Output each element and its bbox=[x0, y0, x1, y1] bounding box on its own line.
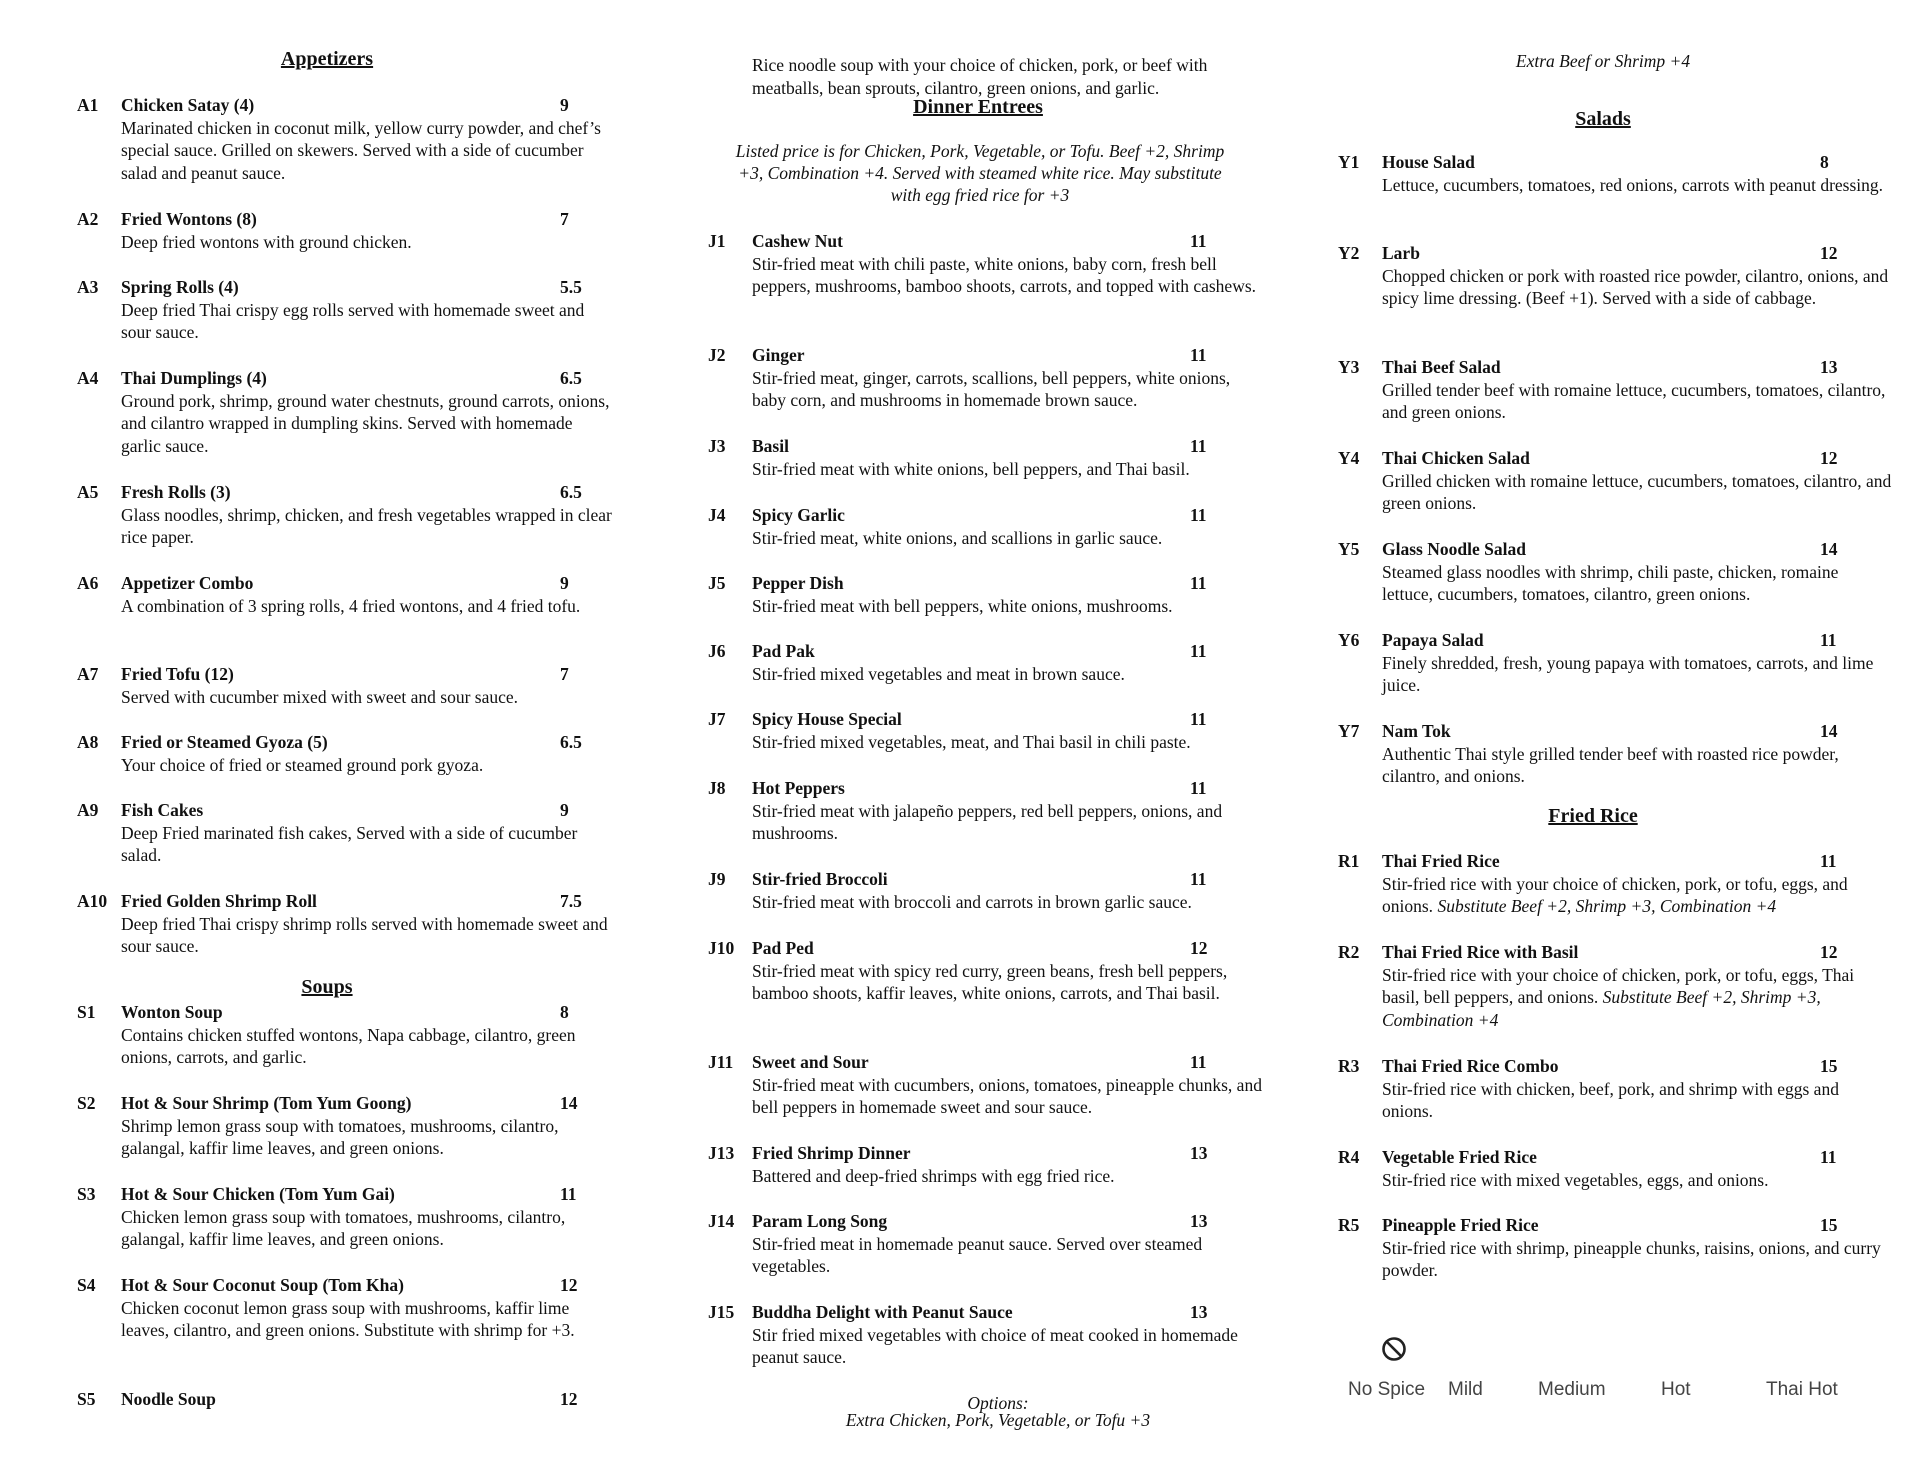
item-description: Your choice of fried or steamed ground pork gyoza. bbox=[121, 754, 484, 775]
item-code: A2 bbox=[77, 209, 99, 229]
item-price: 5.5 bbox=[560, 277, 582, 297]
item-code: J11 bbox=[708, 1052, 734, 1072]
item-price: 12 bbox=[1820, 942, 1838, 962]
item-name: Hot Peppers bbox=[752, 778, 845, 798]
item-price: 14 bbox=[560, 1093, 578, 1113]
item-substitution-note: Substitute Beef +2, Shrimp +3, Combination +4 bbox=[1382, 987, 1821, 1030]
spice-level-medium: Medium bbox=[1538, 1379, 1606, 1400]
item-price: 11 bbox=[1190, 573, 1207, 593]
item-name: Pad Ped bbox=[752, 938, 814, 958]
item-name: Buddha Delight with Peanut Sauce bbox=[752, 1302, 1013, 1322]
item-price: 14 bbox=[1820, 721, 1838, 741]
item-code: A7 bbox=[77, 664, 99, 684]
item-price: 7.5 bbox=[560, 891, 582, 911]
item-price: 11 bbox=[560, 1184, 577, 1204]
item-name: Vegetable Fried Rice bbox=[1382, 1147, 1537, 1167]
item-code: J8 bbox=[708, 778, 726, 798]
item-price: 12 bbox=[560, 1389, 578, 1409]
item-code: J3 bbox=[708, 436, 726, 456]
item-price: 11 bbox=[1190, 641, 1207, 661]
item-price: 8 bbox=[1820, 152, 1829, 172]
item-name: Pad Pak bbox=[752, 641, 815, 661]
item-code: J14 bbox=[708, 1211, 735, 1231]
item-description: Ground pork, shrimp, ground water chestnuts, ground carrots, onions, and cilantro wrapped in dumpling skins. Served with homemade garlic sauce. bbox=[121, 390, 610, 456]
item-description: Chicken lemon grass soup with tomatoes, mushrooms, cilantro, galangal, kaffir lime leaves, and green onions. bbox=[121, 1206, 566, 1249]
item-price: 13 bbox=[1820, 357, 1838, 377]
item-description: Glass noodles, shrimp, chicken, and fresh vegetables wrapped in clear rice paper. bbox=[121, 504, 612, 547]
item-description: Grilled chicken with romaine lettuce, cucumbers, tomatoes, cilantro, and green onions. bbox=[1382, 470, 1892, 513]
item-price: 12 bbox=[1820, 243, 1838, 263]
item-name: Sweet and Sour bbox=[752, 1052, 869, 1072]
item-name: Appetizer Combo bbox=[121, 573, 254, 593]
item-code: Y1 bbox=[1338, 152, 1360, 172]
item-description: Stir-fried rice with mixed vegetables, eggs, and onions. bbox=[1382, 1169, 1769, 1190]
item-price: 15 bbox=[1820, 1215, 1838, 1235]
item-code: J7 bbox=[708, 709, 726, 729]
item-code: J4 bbox=[708, 505, 726, 525]
item-name: Fried Golden Shrimp Roll bbox=[121, 891, 317, 911]
item-name: Spring Rolls (4) bbox=[121, 277, 239, 297]
item-description: Chopped chicken or pork with roasted rice powder, cilantro, onions, and spicy lime dressing. (Beef +1). Served with a side of cabbage. bbox=[1382, 265, 1889, 308]
item-code: A10 bbox=[77, 891, 108, 911]
item-substitution-note: Substitute Beef +2, Shrimp +3, Combination +4 bbox=[1437, 896, 1777, 916]
item-code: J15 bbox=[708, 1302, 735, 1322]
item-code: A3 bbox=[77, 277, 99, 297]
options-extra-chicken: Extra Chicken, Pork, Vegetable, or Tofu +3 bbox=[845, 1410, 1151, 1430]
item-description: Stir-fried meat with bell peppers, white onions, mushrooms. bbox=[752, 595, 1173, 616]
item-description: Chicken coconut lemon grass soup with mushrooms, kaffir lime leaves, cilantro, and green onions. Substitute with shrimp for +3. bbox=[121, 1297, 575, 1340]
item-code: Y3 bbox=[1338, 357, 1360, 377]
item-code: Y6 bbox=[1338, 630, 1360, 650]
item-price: 11 bbox=[1190, 778, 1207, 798]
item-description: Grilled tender beef with romaine lettuce, cucumbers, tomatoes, cilantro, and green onions. bbox=[1382, 379, 1886, 422]
item-price: 6.5 bbox=[560, 732, 582, 752]
spice-legend bbox=[1338, 1335, 1868, 1415]
item-price: 9 bbox=[560, 573, 569, 593]
item-price: 11 bbox=[1190, 869, 1207, 889]
spice-level-none: No Spice bbox=[1348, 1379, 1426, 1400]
item-description: Shrimp lemon grass soup with tomatoes, mushrooms, cilantro, galangal, kaffir lime leaves, and green onions. bbox=[121, 1115, 559, 1158]
item-code: A4 bbox=[77, 368, 99, 388]
item-name: Nam Tok bbox=[1382, 721, 1451, 741]
item-code: J13 bbox=[708, 1143, 735, 1163]
item-description: Authentic Thai style grilled tender beef with roasted rice powder, cilantro, and onions. bbox=[1382, 743, 1839, 786]
item-name: Fish Cakes bbox=[121, 800, 204, 820]
item-description: Stir-fried mixed vegetables, meat, and Thai basil in chili paste. bbox=[752, 731, 1191, 752]
item-code: Y7 bbox=[1338, 721, 1360, 741]
item-name: Spicy House Special bbox=[752, 709, 902, 729]
item-price: 6.5 bbox=[560, 368, 582, 388]
item-description: Served with cucumber mixed with sweet and sour sauce. bbox=[121, 686, 519, 707]
item-price: 11 bbox=[1190, 1052, 1207, 1072]
item-name: Ginger bbox=[752, 345, 805, 365]
item-code: J6 bbox=[708, 641, 726, 661]
item-code: Y5 bbox=[1338, 539, 1360, 559]
item-description: Stir-fried meat, white onions, and scallions in garlic sauce. bbox=[752, 527, 1163, 548]
noodle-soup-continued-description: Rice noodle soup with your choice of chicken, pork, or beef with meatballs, bean sprouts, cilantro, green onions, and garlic. bbox=[752, 55, 1208, 98]
item-price: 13 bbox=[1190, 1143, 1208, 1163]
item-name: Fresh Rolls (3) bbox=[121, 482, 231, 502]
item-price: 13 bbox=[1190, 1302, 1208, 1322]
item-name: Larb bbox=[1382, 243, 1420, 263]
item-price: 11 bbox=[1190, 345, 1207, 365]
item-price: 12 bbox=[560, 1275, 578, 1295]
entrees-price-note: Listed price is for Chicken, Pork, Vegetable, or Tofu. Beef +2, Shrimp +3, Combination +4. Served with steamed white rice. May substitute with egg fried rice for +3 bbox=[735, 141, 1225, 205]
item-description: Marinated chicken in coconut milk, yellow curry powder, and chef’s special sauce. Grilled on skewers. Served with a side of cucumber salad and peanut sauce. bbox=[121, 117, 601, 183]
item-name: Thai Chicken Salad bbox=[1382, 448, 1530, 468]
item-price: 11 bbox=[1190, 505, 1207, 525]
item-code: S4 bbox=[77, 1275, 96, 1295]
spice-level-hot: Hot bbox=[1661, 1379, 1691, 1400]
item-price: 12 bbox=[1820, 448, 1838, 468]
item-description: Deep Fried marinated fish cakes, Served with a side of cucumber salad. bbox=[121, 822, 578, 865]
item-code: R2 bbox=[1338, 942, 1360, 962]
item-name: Pineapple Fried Rice bbox=[1382, 1215, 1539, 1235]
item-code: Y4 bbox=[1338, 448, 1360, 468]
item-code: J2 bbox=[708, 345, 726, 365]
item-description bbox=[1382, 964, 1892, 1032]
item-name: Stir-fried Broccoli bbox=[752, 869, 888, 889]
options-label: Options: bbox=[967, 1393, 1029, 1413]
item-price: 14 bbox=[1820, 539, 1838, 559]
item-code: S3 bbox=[77, 1184, 96, 1204]
appetizers-title: Appetizers bbox=[280, 48, 374, 70]
item-name: Thai Dumplings (4) bbox=[121, 368, 267, 388]
item-code: S1 bbox=[77, 1002, 96, 1022]
item-price: 8 bbox=[560, 1002, 569, 1022]
item-description: Deep fried Thai crispy shrimp rolls served with homemade sweet and sour sauce. bbox=[121, 913, 608, 956]
item-name: Thai Fried Rice with Basil bbox=[1382, 942, 1579, 962]
item-name: Noodle Soup bbox=[121, 1389, 216, 1409]
item-code: A5 bbox=[77, 482, 99, 502]
item-price: 6.5 bbox=[560, 482, 582, 502]
item-description: Steamed glass noodles with shrimp, chili paste, chicken, romaine lettuce, cucumbers, tomatoes, cilantro, green onions. bbox=[1382, 561, 1839, 604]
item-description: Deep fried wontons with ground chicken. bbox=[121, 231, 412, 252]
item-code: S5 bbox=[77, 1389, 96, 1409]
item-name: Param Long Song bbox=[752, 1211, 888, 1231]
item-description: Stir-fried rice with shrimp, pineapple chunks, raisins, onions, and curry powder. bbox=[1382, 1237, 1881, 1280]
item-description: Stir-fried meat with cucumbers, onions, tomatoes, pineapple chunks, and bell peppers in homemade sweet and sour sauce. bbox=[752, 1074, 1262, 1117]
spice-level-mild: Mild bbox=[1448, 1379, 1483, 1400]
item-price: 11 bbox=[1190, 231, 1207, 251]
item-code: A8 bbox=[77, 732, 99, 752]
item-name: Thai Fried Rice bbox=[1382, 851, 1500, 871]
item-description: Stir-fried meat with chili paste, white onions, baby corn, fresh bell peppers, mushrooms, bamboo shoots, carrots, and topped with cashews. bbox=[752, 253, 1257, 296]
item-name: Hot & Sour Chicken (Tom Yum Gai) bbox=[121, 1184, 395, 1204]
item-description: Stir fried mixed vegetables with choice of meat cooked in homemade peanut sauce. bbox=[752, 1324, 1238, 1367]
item-price: 11 bbox=[1190, 436, 1207, 456]
item-code: A6 bbox=[77, 573, 99, 593]
item-price: 13 bbox=[1190, 1211, 1208, 1231]
item-description: Stir-fried meat with jalapeño peppers, red bell peppers, onions, and mushrooms. bbox=[752, 800, 1223, 843]
item-description: Contains chicken stuffed wontons, Napa cabbage, cilantro, green onions, carrots, and garlic. bbox=[121, 1024, 576, 1067]
item-name: Hot & Sour Coconut Soup (Tom Kha) bbox=[121, 1275, 404, 1295]
item-name: Hot & Sour Shrimp (Tom Yum Goong) bbox=[121, 1093, 412, 1113]
item-description: Lettuce, cucumbers, tomatoes, red onions, carrots with peanut dressing. bbox=[1382, 174, 1884, 195]
item-code: S2 bbox=[77, 1093, 96, 1113]
item-price: 9 bbox=[560, 800, 569, 820]
soups-title: Soups bbox=[301, 976, 353, 998]
item-name: Fried Shrimp Dinner bbox=[752, 1143, 911, 1163]
item-name: Fried or Steamed Gyoza (5) bbox=[121, 732, 328, 752]
item-price: 12 bbox=[1190, 938, 1208, 958]
item-name: Spicy Garlic bbox=[752, 505, 845, 525]
item-description bbox=[1382, 873, 1892, 918]
item-code: A1 bbox=[77, 95, 99, 115]
item-code: A9 bbox=[77, 800, 99, 820]
item-price: 7 bbox=[560, 664, 569, 684]
item-description: Finely shredded, fresh, young papaya with tomatoes, carrots, and lime juice. bbox=[1382, 652, 1874, 695]
spice-level-thai-hot: Thai Hot bbox=[1766, 1379, 1838, 1400]
item-price: 11 bbox=[1190, 709, 1207, 729]
item-code: R5 bbox=[1338, 1215, 1360, 1235]
options-extra-beef-shrimp: Extra Beef or Shrimp +4 bbox=[1515, 51, 1691, 71]
salads-title: Salads bbox=[1575, 108, 1631, 130]
item-description: Battered and deep-fried shrimps with egg fried rice. bbox=[752, 1165, 1115, 1186]
item-price: 11 bbox=[1820, 851, 1837, 871]
item-description: A combination of 3 spring rolls, 4 fried wontons, and 4 fried tofu. bbox=[121, 595, 581, 616]
item-description: Stir-fried meat with broccoli and carrots in brown garlic sauce. bbox=[752, 891, 1192, 912]
item-name: Cashew Nut bbox=[752, 231, 843, 251]
item-name: Fried Tofu (12) bbox=[121, 664, 234, 684]
item-code: R1 bbox=[1338, 851, 1360, 871]
item-name: House Salad bbox=[1382, 152, 1475, 172]
entrees-title: Dinner Entrees bbox=[913, 96, 1043, 118]
item-price: 7 bbox=[560, 209, 569, 229]
item-name: Pepper Dish bbox=[752, 573, 844, 593]
item-code: R3 bbox=[1338, 1056, 1360, 1076]
item-description: Stir-fried meat in homemade peanut sauce. Served over steamed vegetables. bbox=[752, 1233, 1203, 1276]
item-description: Deep fried Thai crispy egg rolls served with homemade sweet and sour sauce. bbox=[121, 299, 585, 342]
item-code: J1 bbox=[708, 231, 726, 251]
item-description-text: Stir-fried rice with your choice of chicken, pork, or tofu, eggs, Thai basil, bell peppers, and onions. bbox=[1382, 964, 1855, 1007]
item-description-text: Stir-fried rice with your choice of chicken, pork, or tofu, eggs, and onions. bbox=[1382, 873, 1848, 916]
item-description: Stir-fried meat, ginger, carrots, scallions, bell peppers, white onions, baby corn, and mushrooms in homemade brown sauce. bbox=[752, 367, 1231, 410]
item-code: Y2 bbox=[1338, 243, 1360, 263]
item-name: Basil bbox=[752, 436, 789, 456]
item-name: Fried Wontons (8) bbox=[121, 209, 257, 229]
item-description: Stir-fried mixed vegetables and meat in brown sauce. bbox=[752, 663, 1125, 684]
item-name: Wonton Soup bbox=[121, 1002, 223, 1022]
item-price: 9 bbox=[560, 95, 569, 115]
item-code: J10 bbox=[708, 938, 735, 958]
no-spice-icon bbox=[1380, 1335, 1408, 1363]
item-description: Stir-fried rice with chicken, beef, pork, and shrimp with eggs and onions. bbox=[1382, 1078, 1839, 1121]
item-code: R4 bbox=[1338, 1147, 1360, 1167]
item-name: Chicken Satay (4) bbox=[121, 95, 255, 115]
item-name: Papaya Salad bbox=[1382, 630, 1484, 650]
item-name: Glass Noodle Salad bbox=[1382, 539, 1526, 559]
item-price: 11 bbox=[1820, 630, 1837, 650]
fried-rice-title: Fried Rice bbox=[1548, 805, 1638, 827]
item-description: Stir-fried meat with spicy red curry, green beans, fresh bell peppers, bamboo shoots, kaffir leaves, white onions, carrots, and Thai basil. bbox=[752, 960, 1228, 1003]
item-name: Thai Fried Rice Combo bbox=[1382, 1056, 1559, 1076]
item-name: Thai Beef Salad bbox=[1382, 357, 1501, 377]
item-code: J5 bbox=[708, 573, 726, 593]
item-price: 11 bbox=[1820, 1147, 1837, 1167]
item-code: J9 bbox=[708, 869, 726, 889]
item-description: Stir-fried meat with white onions, bell peppers, and Thai basil. bbox=[752, 458, 1190, 479]
item-price: 15 bbox=[1820, 1056, 1838, 1076]
